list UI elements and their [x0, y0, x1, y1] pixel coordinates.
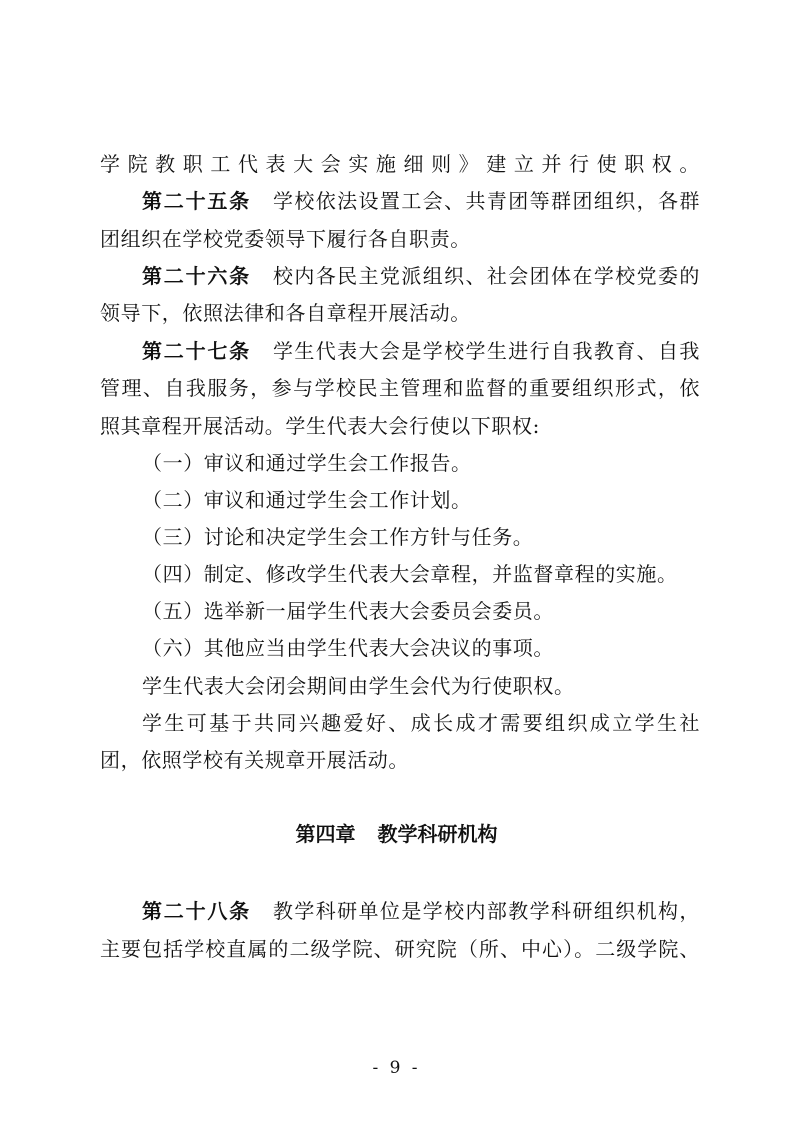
- page-number: - 9 -: [372, 1058, 421, 1078]
- paragraph-line: [100, 748, 700, 772]
- line-text: 团组织在学校党委领导下履行各自职责。: [100, 227, 471, 251]
- article-number: 第二十六条: [142, 264, 251, 288]
- paragraph-line: [142, 674, 742, 698]
- line-text: 校内各民主党派组织、社会团体在学校党委的: [272, 264, 701, 288]
- article-number: 第二十五条: [142, 189, 251, 213]
- paragraph-line: [142, 711, 700, 735]
- line-text: 照其章程开展活动。学生代表大会行使以下职权:: [100, 414, 540, 438]
- list-item-text: （六）其他应当由学生代表大会决议的事项。: [142, 636, 554, 660]
- chapter-title: 教学科研机构: [377, 822, 498, 846]
- list-item: [142, 451, 742, 475]
- list-item: [142, 562, 742, 586]
- article-27-line-2: [100, 376, 700, 400]
- article-27-line-1: [142, 339, 700, 363]
- chapter-heading: [0, 822, 793, 846]
- line-text: 学生代表大会闭会期间由学生会代为行使职权。: [142, 674, 575, 698]
- line-text: 学院教职工代表大会实施细则》建立并行使职权。: [100, 152, 700, 176]
- list-item: [142, 525, 742, 549]
- article-number: 第二十七条: [142, 339, 251, 363]
- list-item-text: （四）制定、修改学生代表大会章程，并监督章程的实施。: [142, 562, 678, 586]
- line-text: 领导下，依照法律和各自章程开展活动。: [100, 301, 471, 325]
- list-item-text: （一）审议和通过学生会工作报告。: [142, 451, 472, 475]
- chapter-number: 第四章: [295, 822, 356, 846]
- article-25-line-1: [142, 189, 700, 213]
- article-number: 第二十八条: [142, 899, 251, 923]
- line-text: 学生代表大会是学校学生进行自我教育、自我: [272, 339, 701, 363]
- article-26-line-1: [142, 264, 700, 288]
- line-text: 学生可基于共同兴趣爱好、成长成才需要组织成立学生社: [142, 711, 700, 735]
- article-27-line-3: [100, 414, 700, 438]
- list-item: [142, 636, 742, 660]
- line-text: 管理、自我服务，参与学校民主管理和监督的重要组织形式，依: [100, 376, 700, 400]
- list-item-text: （三）讨论和决定学生会工作方针与任务。: [142, 525, 534, 549]
- list-item: [142, 488, 742, 512]
- text-line: [100, 152, 700, 176]
- line-text: 团，依照学校有关规章开展活动。: [100, 748, 409, 772]
- list-item-text: （五）选举新一届学生代表大会委员会委员。: [142, 599, 554, 623]
- article-28-line-1: [142, 899, 700, 923]
- list-item: [142, 599, 742, 623]
- line-text: 教学科研单位是学校内部教学科研组织机构，: [272, 899, 701, 923]
- line-text: 主要包括学校直属的二级学院、研究院（所、中心）。二级学院、: [100, 937, 700, 961]
- list-item-text: （二）审议和通过学生会工作计划。: [142, 488, 472, 512]
- article-28-line-2: [100, 937, 700, 961]
- article-25-line-2: [100, 227, 700, 251]
- article-26-line-2: [100, 301, 700, 325]
- line-text: 学校依法设置工会、共青团等群团组织，各群: [272, 189, 701, 213]
